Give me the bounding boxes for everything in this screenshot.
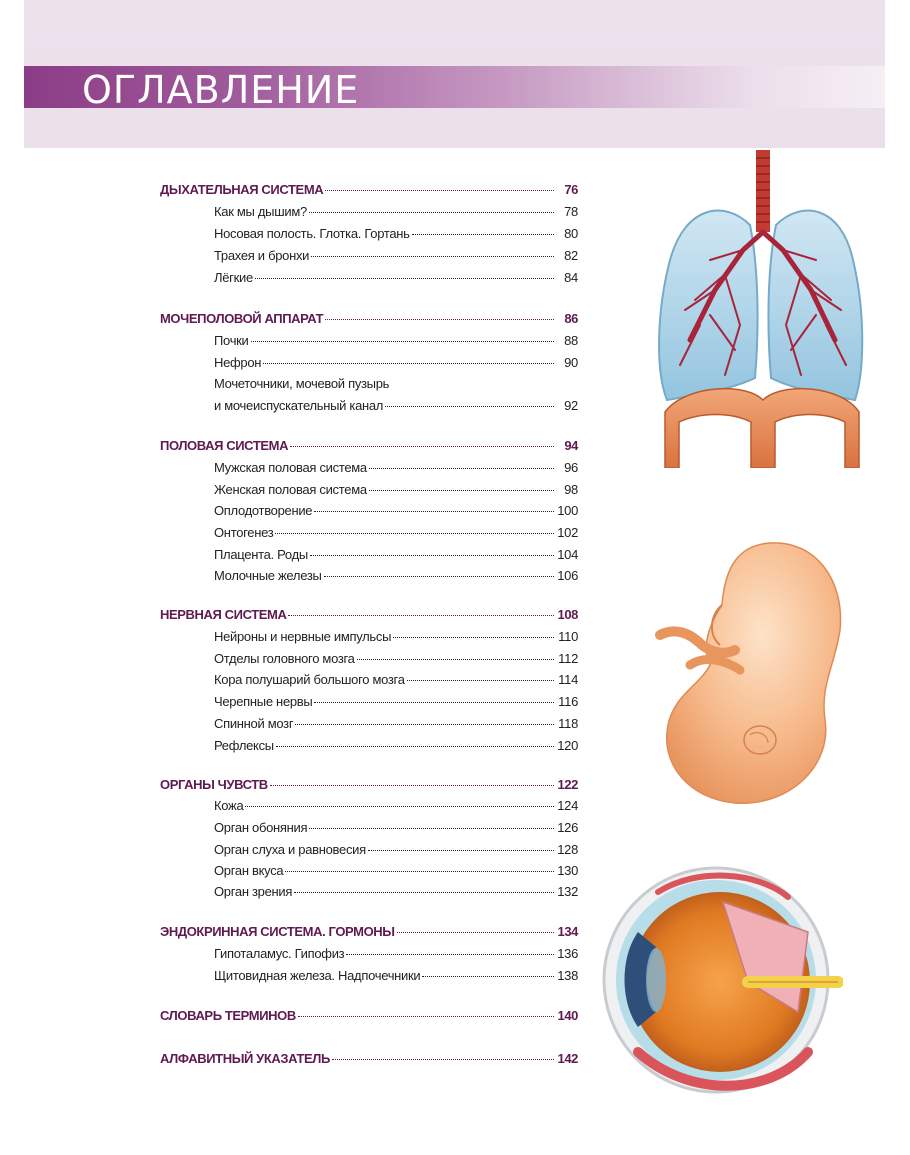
toc-page-number: 78: [564, 204, 578, 219]
toc-entry[interactable]: [214, 331, 578, 351]
toc-label: Спинной мозг: [214, 716, 294, 731]
toc-entry[interactable]: [214, 627, 578, 647]
toc-entry[interactable]: [214, 692, 578, 712]
toc-page-number: 142: [557, 1051, 578, 1066]
dot-leader: [288, 615, 554, 616]
toc-entry[interactable]: [214, 480, 578, 500]
toc-page-number: 130: [557, 863, 578, 878]
toc-entry[interactable]: [214, 202, 578, 222]
toc-label: ПОЛОВАЯ СИСТЕМА: [160, 438, 289, 453]
toc-label: Гипоталамус. Гипофиз: [214, 946, 345, 961]
toc-entry[interactable]: [214, 966, 578, 986]
dot-leader: [294, 892, 554, 893]
toc-label: Кора полушарий большого мозга: [214, 672, 405, 687]
dot-leader: [393, 637, 554, 638]
toc-entry[interactable]: [214, 670, 578, 690]
toc-page-number: 102: [557, 525, 578, 540]
toc-page-number: 104: [557, 547, 578, 562]
toc-label: Как мы дышим?: [214, 204, 307, 219]
toc-label: Кожа: [214, 798, 244, 813]
toc-page-number: 124: [557, 798, 578, 813]
dot-leader: [368, 850, 554, 851]
dot-leader: [412, 234, 554, 235]
toc-entry[interactable]: [214, 246, 578, 266]
toc-label: Оплодотворение: [214, 503, 313, 518]
toc-label: Почки: [214, 333, 249, 348]
toc-page-number: 100: [557, 503, 578, 518]
toc-label: НЕРВНАЯ СИСТЕМА: [160, 607, 287, 622]
toc-page-number: 140: [557, 1008, 578, 1023]
dot-leader: [251, 341, 554, 342]
toc-entry[interactable]: [214, 944, 578, 964]
toc-page-number: 92: [564, 398, 578, 413]
dot-leader: [245, 806, 554, 807]
toc-label: ДЫХАТЕЛЬНАЯ СИСТЕМА: [160, 182, 324, 197]
toc-section[interactable]: [160, 605, 578, 625]
dot-leader: [298, 1016, 554, 1017]
toc-page-number: 86: [564, 311, 578, 326]
toc-label: Орган слуха и равновесия: [214, 842, 366, 857]
toc-label: Носовая полость. Глотка. Гортань: [214, 226, 410, 241]
dot-leader: [311, 256, 554, 257]
toc-label: Орган зрения: [214, 884, 293, 899]
toc-page-number: 126: [557, 820, 578, 835]
dot-leader: [422, 976, 554, 977]
toc-page-number: 122: [557, 777, 578, 792]
toc-page-number: 138: [557, 968, 578, 983]
toc-label: Плацента. Роды: [214, 547, 308, 562]
dot-leader: [255, 278, 554, 279]
toc-page-number: 114: [558, 672, 578, 687]
dot-leader: [285, 871, 554, 872]
toc-entry[interactable]: [214, 714, 578, 734]
toc-section[interactable]: [160, 1006, 578, 1026]
toc-page-number: 98: [564, 482, 578, 497]
lungs-icon: [655, 150, 865, 468]
toc-section[interactable]: [160, 180, 578, 200]
toc-entry[interactable]: [214, 861, 578, 881]
dot-leader: [276, 746, 554, 747]
toc-entry[interactable]: [214, 545, 578, 565]
dot-leader: [309, 212, 554, 213]
toc-entry[interactable]: [214, 796, 578, 816]
toc-label: Молочные железы: [214, 568, 322, 583]
dot-leader: [295, 724, 554, 725]
toc-label: ОРГАНЫ ЧУВСТВ: [160, 777, 268, 792]
toc-page-number: 84: [564, 270, 578, 285]
toc-page-number: 106: [557, 568, 578, 583]
toc-label: Орган обоняния: [214, 820, 308, 835]
dot-leader: [407, 680, 554, 681]
toc-page-number: 96: [564, 460, 578, 475]
dot-leader: [332, 1059, 554, 1060]
dot-leader: [369, 490, 554, 491]
dot-leader: [263, 363, 554, 364]
toc-label: Трахея и бронхи: [214, 248, 310, 263]
toc-entry[interactable]: [214, 458, 578, 478]
toc-page-number: 118: [558, 716, 578, 731]
dot-leader: [310, 555, 554, 556]
toc-entry[interactable]: [214, 224, 578, 244]
dot-leader: [314, 511, 554, 512]
toc-label: Орган вкуса: [214, 863, 284, 878]
toc-section[interactable]: [160, 436, 578, 456]
toc-entry[interactable]: [214, 353, 578, 373]
toc-section[interactable]: [160, 309, 578, 329]
toc-label: АЛФАВИТНЫЙ УКАЗАТЕЛЬ: [160, 1051, 330, 1066]
page-title: ОГЛАВЛЕНИЕ: [82, 68, 360, 112]
toc-entry[interactable]: [214, 501, 578, 521]
toc-label: Лёгкие: [214, 270, 253, 285]
dot-leader: [325, 190, 554, 191]
toc-page-number: 90: [564, 355, 578, 370]
toc-entry[interactable]: [214, 374, 578, 394]
toc-entry[interactable]: [214, 268, 578, 288]
toc-section[interactable]: [160, 922, 578, 942]
toc-entry[interactable]: [214, 649, 578, 669]
toc-section[interactable]: [160, 775, 578, 795]
toc-label: Нейроны и нервные импульсы: [214, 629, 392, 644]
dot-leader: [314, 702, 554, 703]
toc-page-number: 88: [564, 333, 578, 348]
dot-leader: [369, 468, 554, 469]
fetus-icon: [650, 535, 855, 810]
toc-label: ЭНДОКРИННАЯ СИСТЕМА. ГОРМОНЫ: [160, 924, 395, 939]
toc-page-number: 128: [557, 842, 578, 857]
toc-label: Отделы головного мозга: [214, 651, 355, 666]
toc-page-number: 132: [557, 884, 578, 899]
toc-label: СЛОВАРЬ ТЕРМИНОВ: [160, 1008, 296, 1023]
toc-section[interactable]: [160, 1049, 578, 1069]
dot-leader: [290, 446, 554, 447]
toc-label: Онтогенез: [214, 525, 274, 540]
dot-leader: [385, 406, 554, 407]
toc-page-number: 134: [557, 924, 578, 939]
toc-page-number: 120: [557, 738, 578, 753]
eye-icon: [598, 862, 843, 1100]
toc-entry[interactable]: [214, 736, 578, 756]
dot-leader: [346, 954, 554, 955]
toc-page-number: 82: [564, 248, 578, 263]
dot-leader: [397, 932, 554, 933]
toc-page-number: 112: [558, 651, 578, 666]
toc-page-number: 94: [564, 438, 578, 453]
toc-entry[interactable]: [214, 818, 578, 838]
dot-leader: [309, 828, 554, 829]
toc-label: Нефрон: [214, 355, 262, 370]
toc-entry[interactable]: [214, 840, 578, 860]
toc-label: МОЧЕПОЛОВОЙ АППАРАТ: [160, 311, 324, 326]
dot-leader: [270, 785, 554, 786]
dot-leader: [324, 576, 554, 577]
toc-label: Мочеточники, мочевой пузырь: [214, 376, 390, 391]
toc-entry[interactable]: [214, 523, 578, 543]
toc-label: Щитовидная железа. Надпочечники: [214, 968, 421, 983]
toc-label: Рефлексы: [214, 738, 274, 753]
toc-entry[interactable]: [214, 882, 578, 902]
dot-leader: [357, 659, 554, 660]
toc-label: Черепные нервы: [214, 694, 313, 709]
toc-label: Женская половая система: [214, 482, 367, 497]
toc-entry[interactable]: [214, 396, 578, 416]
toc-label: и мочеиспускательный канал: [214, 398, 384, 413]
toc-page-number: 108: [557, 607, 578, 622]
toc-entry[interactable]: [214, 566, 578, 586]
toc-page-number: 136: [557, 946, 578, 961]
toc-page-number: 80: [564, 226, 578, 241]
dot-leader: [325, 319, 554, 320]
toc-label: Мужская половая система: [214, 460, 367, 475]
dot-leader: [275, 533, 554, 534]
toc-page-number: 116: [558, 694, 578, 709]
toc-page-number: 110: [558, 629, 578, 644]
toc-page-number: 76: [564, 182, 578, 197]
